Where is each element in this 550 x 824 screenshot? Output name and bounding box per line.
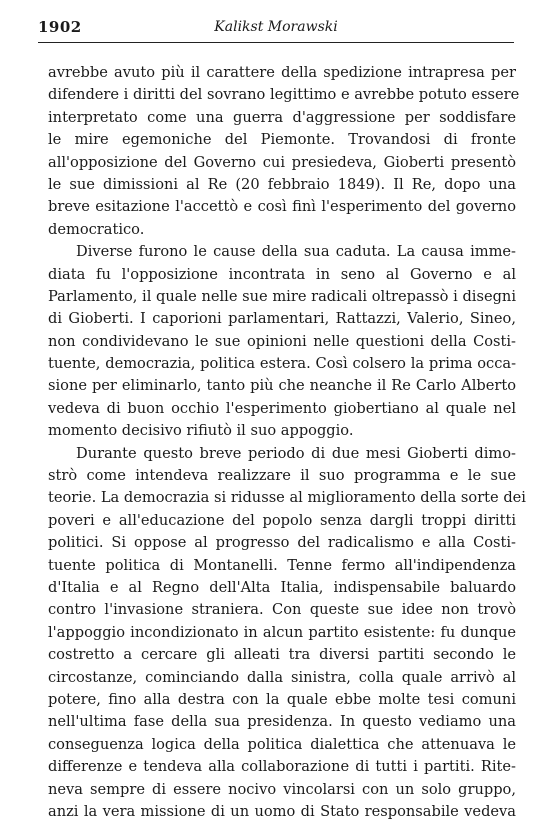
text-line: conseguenza logica della politica dialettica che attenuava le	[48, 735, 516, 753]
text-line: democratico.	[48, 220, 145, 238]
text-line: non condividevano le sue opinioni nelle questioni della Costi-	[48, 332, 516, 350]
text-line: breve esitazione l'accettò e così finì l'esperimento del governo	[48, 198, 516, 216]
text-line: nell'ultima fase della sua presidenza. In questo vediamo una	[48, 713, 516, 731]
body-text	[48, 62, 526, 823]
text-line: le sue dimissioni al Re (20 febbraio 1849). Il Re, dopo una	[48, 175, 516, 193]
text-line: interpretato come una guerra d'aggressione per soddisfare	[48, 108, 516, 126]
text-line: circostanze, cominciando dalla sinistra, colla quale arrivò al	[48, 668, 516, 686]
text-line: le mire egemoniche del Piemonte. Trovandosi di fronte	[48, 131, 516, 149]
text-line: contro l'invasione straniera. Con queste sue idee non trovò	[48, 601, 516, 619]
text-line: difendere i diritti del sovrano legittimo e avrebbe potuto essere	[48, 86, 520, 104]
text-line: di Gioberti. I caporioni parlamentari, Rattazzi, Valerio, Sineo,	[48, 310, 516, 328]
text-line: Diverse furono le cause della sua caduta. La causa imme-	[76, 243, 516, 261]
text-line: anzi la vera missione di un uomo di Stato responsabile vedeva	[48, 802, 516, 820]
text-line: potere, fino alla destra con la quale ebbe molte tesi comuni	[48, 690, 516, 708]
page-number: 1902	[38, 18, 82, 36]
text-line: all'opposizione del Governo cui presiedeva, Gioberti presentò	[48, 153, 516, 171]
paragraph	[48, 443, 526, 824]
text-line: vedeva di buon occhio l'esperimento giobertiano al quale nel	[48, 399, 516, 417]
running-title: Kalikst Morawski	[214, 19, 338, 35]
text-line: avrebbe avuto più il carattere della spedizione intrapresa per	[48, 64, 516, 81]
text-line: poveri e all'educazione del popolo senza dargli troppi diritti	[48, 511, 516, 529]
text-line: Durante questo breve periodo di due mesi Gioberti dimo-	[76, 444, 516, 462]
text-line: diata fu l'opposizione incontrata in seno al Governo e al	[48, 265, 516, 283]
text-line: differenze e tendeva alla collaborazione di tutti i partiti. Rite-	[48, 758, 516, 776]
text-line: teorie. La democrazia si ridusse al miglioramento della sorte dei	[48, 489, 526, 507]
text-line: d'Italia e al Regno dell'Alta Italia, indispensabile baluardo	[48, 578, 516, 596]
text-line: neva sempre di essere nocivo vincolarsi con un solo gruppo,	[48, 780, 516, 798]
text-line: Parlamento, il quale nelle sue mire radicali oltrepassò i disegni	[48, 287, 516, 305]
text-line: sione per eliminarlo, tanto più che neanche il Re Carlo Alberto	[48, 377, 516, 395]
page-header	[38, 18, 514, 42]
paragraph	[48, 62, 520, 241]
text-line: tuente politica di Montanelli. Tenne fermo all'indipendenza	[48, 556, 516, 574]
text-line: l'appoggio incondizionato in alcun partito esistente: fu dunque	[48, 623, 516, 641]
text-line: momento decisivo rifiutò il suo appoggio.	[48, 422, 354, 440]
header-rule	[38, 42, 514, 43]
text-line: politici. Si oppose al progresso del radicalismo e alla Costi-	[48, 534, 516, 552]
text-line: costretto a cercare gli alleati tra diversi partiti secondo le	[48, 646, 516, 664]
text-line: tuente, democrazia, politica estera. Così colsero la prima occa-	[48, 355, 516, 373]
paragraph	[48, 241, 516, 443]
text-line: strò come intendeva realizzare il suo programma e le sue	[48, 467, 516, 485]
